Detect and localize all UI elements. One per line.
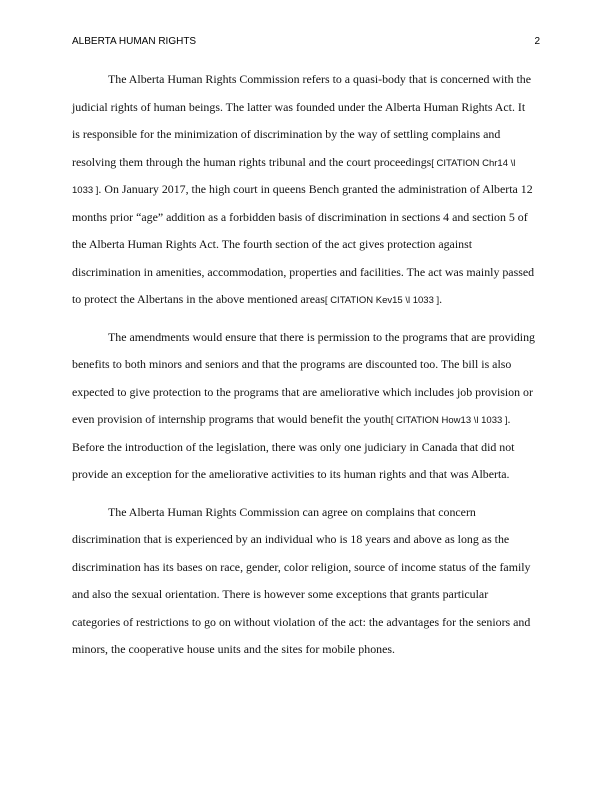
line-text: . xyxy=(439,292,443,306)
citation-field: [ CITATION Kev15 \l 1033 ] xyxy=(324,295,440,306)
line-text: the Alberta Human Rights Act. The fourth section of the act gives protection against xyxy=(72,237,473,251)
text-line xyxy=(72,530,542,558)
text-line xyxy=(72,355,542,383)
line-text: Before the introduction of the legislation, there was only one judiciary in Canada that did not xyxy=(72,439,515,454)
text-line xyxy=(72,70,542,98)
text-line xyxy=(72,640,542,668)
line-text: to protect the Albertans in the above mentioned areas xyxy=(72,292,325,306)
page-header xyxy=(72,36,540,50)
line-text: even provision of internship programs that would benefit the youth xyxy=(72,412,391,426)
document-body xyxy=(72,70,542,668)
paragraph-1 xyxy=(72,70,542,318)
text-line xyxy=(72,503,542,531)
text-line xyxy=(72,585,542,613)
line-text: judicial rights of human beings. The latter was founded under the Alberta Human Rights Act. It xyxy=(72,99,526,114)
line-text: discrimination that is experienced by an individual who is 18 years and above as long as the xyxy=(72,532,510,546)
text-line xyxy=(72,98,542,126)
citation-field: [ CITATION How13 \l 1033 ] xyxy=(390,415,508,426)
line-text: is responsible for the minimization of discrimination by the way of settling complains and xyxy=(72,127,501,141)
line-text: resolving them through the human rights tribunal and the court proceedings xyxy=(72,154,432,169)
page-number: 2 xyxy=(534,36,540,47)
text-line xyxy=(72,383,542,411)
paragraph-3 xyxy=(72,503,542,668)
line-text: expected to give protection to the programs that are ameliorative which includes job provision or xyxy=(72,384,533,399)
text-line xyxy=(72,235,542,263)
line-text: months prior “age” addition as a forbidden basis of discrimination in sections 4 and section 5 of xyxy=(72,209,528,224)
paragraph-2 xyxy=(72,328,542,493)
line-text: The amendments would ensure that there is permission to the programs that are providing xyxy=(108,329,535,344)
line-text: categories of restrictions to go on without violation of the act: the advantages for the seniors and xyxy=(72,614,531,629)
running-title: ALBERTA HUMAN RIGHTS xyxy=(72,36,197,47)
line-text: discrimination in amenities, accommodation, properties and facilities. The act was mainly passed xyxy=(72,264,535,279)
text-line xyxy=(72,180,542,208)
line-text: discrimination has its bases on race, gender, color religion, source of income status of the family xyxy=(72,559,531,574)
text-line xyxy=(72,613,542,641)
line-text: and also the sexual orientation. There is however some exceptions that grants particular xyxy=(72,587,489,601)
text-line xyxy=(72,290,542,318)
line-text: The Alberta Human Rights Commission can agree on complains that concern xyxy=(108,504,476,519)
citation-field: 1033 ] xyxy=(72,185,99,196)
line-text: . xyxy=(507,412,511,426)
line-text: benefits to both minors and seniors and that the programs are discounted too. The bill is also xyxy=(72,357,512,371)
line-text: . On January 2017, the high court in queens Bench granted the administration of Alberta 12 xyxy=(98,182,533,196)
text-line xyxy=(72,558,542,586)
citation-field: [ CITATION Chr14 \l xyxy=(431,157,516,169)
text-line xyxy=(72,465,542,493)
text-line xyxy=(72,208,542,236)
line-text: The Alberta Human Rights Commission refers to a quasi-body that is concerned with the xyxy=(108,72,532,86)
text-line xyxy=(72,263,542,291)
text-line xyxy=(72,410,542,438)
text-line xyxy=(72,328,542,356)
text-line xyxy=(72,125,542,153)
line-text: provide an exception for the ameliorative activities to its human rights and that was Alberta. xyxy=(72,467,510,481)
line-text: minors, the cooperative house units and the sites for mobile phones. xyxy=(72,642,395,656)
text-line xyxy=(72,153,542,181)
text-line xyxy=(72,438,542,466)
